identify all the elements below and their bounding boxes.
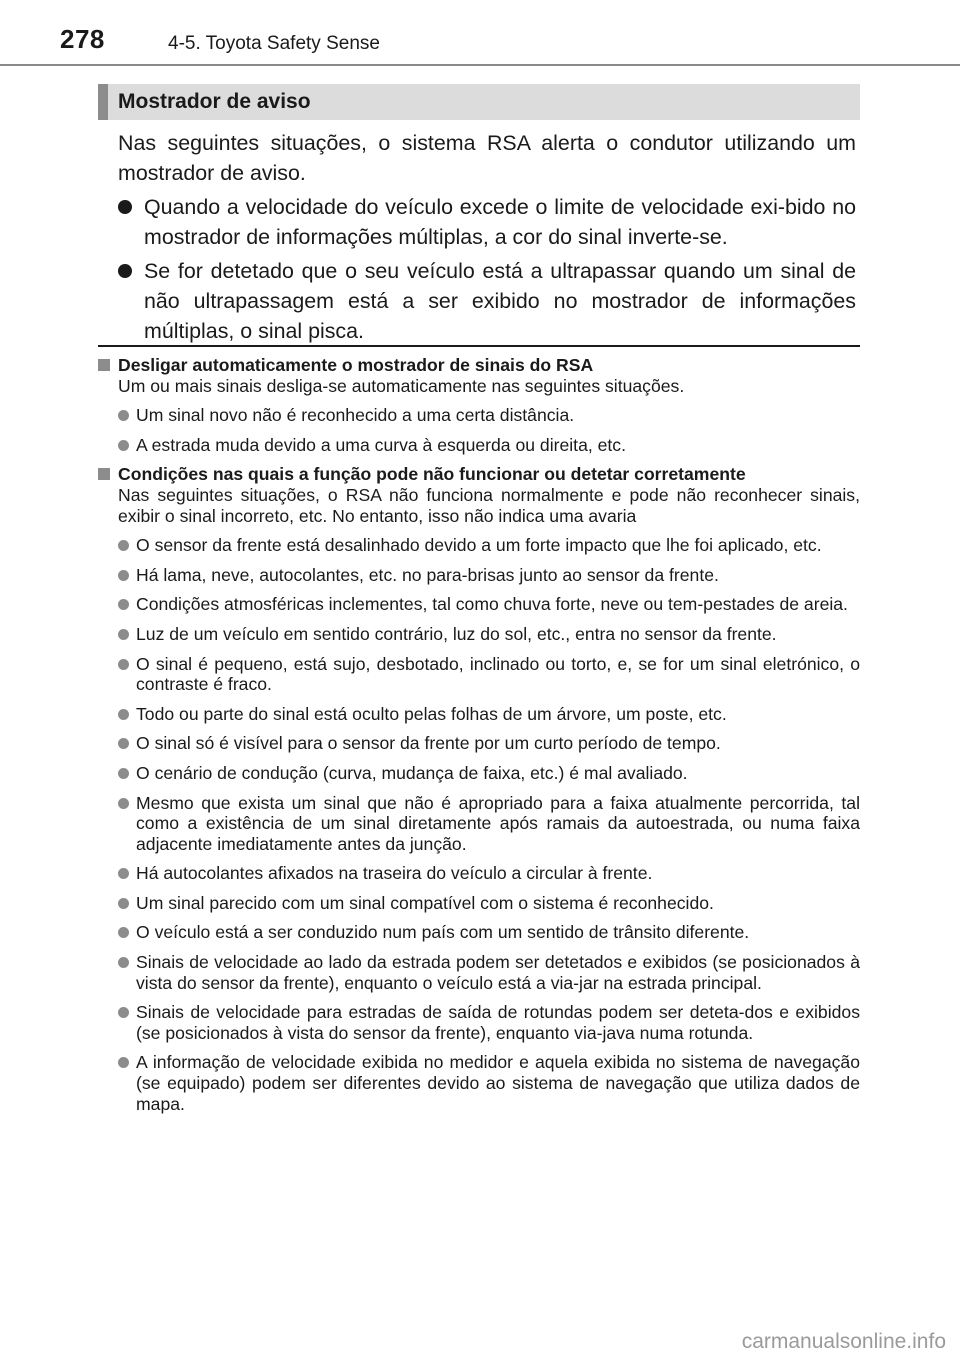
conditions-body: Nas seguintes situações, o RSA não funciona normalmente e pode não reconhecer sinais, exibir o sinal incorreto, etc. No entanto, isso não indica uma avaria (118, 484, 860, 526)
watermark: carmanualsonline.info (741, 1330, 946, 1353)
list-item-text: Mesmo que exista um sinal que não é apropriado para a faixa atualmente percorrida, tal como a existência de um sinal diretamente após ramais da autoestrada, ou numa faixa adjacente imediatamente antes da junção. (136, 792, 860, 854)
list-item (98, 624, 860, 645)
bullet-icon (118, 599, 129, 610)
section-divider (98, 345, 860, 347)
list-item-text: Se for detetado que o seu veículo está a ultrapassar quando um sinal de não ultrapassagem está a ser exibido no mostrador de informações múltiplas, o sinal pisca. (144, 259, 856, 343)
bullet-icon (118, 540, 129, 551)
list-item (98, 763, 860, 784)
box-heading-text: Mostrador de aviso (118, 90, 311, 113)
list-item-text: O sinal só é visível para o sensor da frente por um curto período de tempo. (136, 733, 721, 754)
intro-paragraph: Nas seguintes situações, o sistema RSA alerta o condutor utilizando um mostrador de aviso. (118, 131, 856, 185)
list-item-text: Todo ou parte do sinal está oculto pelas folhas de um árvore, um poste, etc. (136, 703, 727, 724)
list-item-text: O sinal é pequeno, está sujo, desbotado, inclinado ou torto, e, se for um sinal eletrónico, o contraste é fraco. (136, 653, 860, 695)
list-item (98, 435, 860, 456)
list-item (98, 733, 860, 754)
bullet-icon (118, 898, 129, 909)
heading-text: Condições nas quais a função pode não funcionar ou detetar corretamente (118, 464, 746, 485)
warning-display-section (118, 128, 856, 350)
list-item-text: Condições atmosféricas inclementes, tal como chuva forte, neve ou tem-pestades de areia. (136, 594, 848, 615)
list-item (118, 192, 856, 252)
list-item (98, 863, 860, 884)
list-item-text: Há lama, neve, autocolantes, etc. no para-brisas junto ao sensor da frente. (136, 564, 719, 585)
bullet-icon (118, 1007, 129, 1018)
bullet-icon (118, 264, 132, 278)
list-item (98, 922, 860, 943)
square-bullet-icon (98, 468, 110, 480)
page-number: 278 (60, 24, 105, 54)
list-item (118, 256, 856, 346)
notes-section (98, 355, 860, 1123)
square-bullet-icon (98, 359, 110, 371)
bullet-icon (118, 659, 129, 670)
heading-text: Desligar automaticamente o mostrador de sinais do RSA (118, 355, 594, 375)
list-item-text: A informação de velocidade exibida no medidor e aquela exibida no sistema de navegação (se equipado) podem ser diferentes devido ao sistema de navegação que utiliza dados de mapa. (136, 1052, 860, 1114)
bullet-icon (118, 927, 129, 938)
list-item (98, 793, 860, 855)
box-heading (98, 84, 860, 120)
bullet-icon (118, 1057, 129, 1068)
list-item-text: Há autocolantes afixados na traseira do veículo a circular à frente. (136, 863, 653, 884)
header-divider (0, 64, 960, 66)
list-item (98, 535, 860, 556)
auto-off-heading (98, 355, 860, 376)
list-item-text: O veículo está a ser conduzido num país com um sentido de trânsito diferente. (136, 922, 750, 943)
bullet-icon (118, 868, 129, 879)
list-item (98, 565, 860, 586)
list-item (98, 1052, 860, 1114)
bullet-icon (118, 798, 129, 809)
list-item (98, 654, 860, 695)
list-item (98, 1002, 860, 1043)
bullet-icon (118, 570, 129, 581)
list-item-text: Sinais de velocidade ao lado da estrada podem ser detetados e exibidos (se posicionados à vista do sensor da frente), enquanto o veículo está a via-jar na estrada principal. (136, 952, 860, 993)
list-item (98, 405, 860, 426)
section-title: 4-5. Toyota Safety Sense (168, 33, 380, 54)
list-item-text: Sinais de velocidade para estradas de saída de rotundas podem ser deteta-dos e exibidos (se posicionados à vista do sensor da frente), enquanto via-java numa rotunda. (136, 1002, 860, 1043)
list-item-text: Luz de um veículo em sentido contrário, luz do sol, etc., entra no sensor da frente. (136, 623, 777, 644)
list-item-text: O sensor da frente está desalinhado devido a um forte impacto que lhe foi aplicado, etc. (136, 535, 822, 556)
list-item (98, 952, 860, 993)
bullet-icon (118, 200, 132, 214)
list-item-text: Um sinal parecido com um sinal compatível com o sistema é reconhecido. (136, 892, 714, 913)
list-item (98, 893, 860, 914)
list-item-text: Um sinal novo não é reconhecido a uma certa distância. (136, 405, 575, 426)
list-item-text: A estrada muda devido a uma curva à esquerda ou direita, etc. (136, 434, 626, 455)
bullet-icon (118, 709, 129, 720)
list-item-text: Quando a velocidade do veículo excede o limite de velocidade exi-bido no mostrador de informações múltiplas, a cor do sinal inverte-se. (144, 195, 856, 249)
conditions-list (98, 535, 860, 1114)
bullet-icon (118, 957, 129, 968)
bullet-icon (118, 440, 129, 451)
bullet-icon (118, 738, 129, 749)
list-item (98, 704, 860, 725)
bullet-icon (118, 768, 129, 779)
page-header (0, 0, 960, 66)
bullet-icon (118, 410, 129, 421)
bullet-icon (118, 629, 129, 640)
auto-off-body: Um ou mais sinais desliga-se automaticamente nas seguintes situações. (118, 375, 685, 396)
list-item (98, 594, 860, 615)
list-item-text: O cenário de condução (curva, mudança de faixa, etc.) é mal avaliado. (136, 762, 688, 783)
conditions-heading (98, 464, 860, 485)
